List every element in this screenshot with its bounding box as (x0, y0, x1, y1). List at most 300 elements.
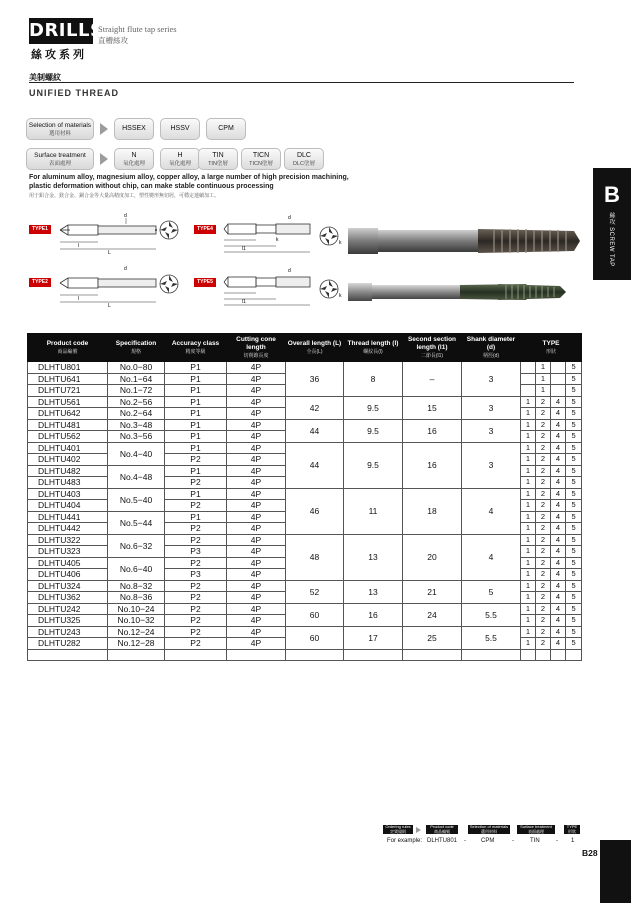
dim-d: d (124, 213, 127, 219)
product-code: DLHTU483 (28, 477, 108, 489)
shank-cell: 5.5 (462, 603, 521, 626)
type-cell: 5 (566, 431, 582, 443)
overall-length-cell: 48 (286, 534, 344, 580)
product-code: DLHTU405 (28, 557, 108, 569)
type-cell: 2 (536, 442, 551, 454)
type-cell: 5 (566, 626, 582, 638)
type-cell: 1 (521, 511, 536, 523)
cone-cell: 4P (227, 546, 286, 558)
type-cell: 1 (521, 615, 536, 627)
material-option: HSSV (160, 118, 200, 140)
type-cell: 5 (566, 454, 582, 466)
spec-cell: No.12−28 (108, 638, 165, 650)
type-cell: 2 (536, 546, 551, 558)
material-option: HSSEX (114, 118, 154, 140)
cone-cell: 4P (227, 419, 286, 431)
surface-option (114, 148, 154, 170)
spec-table (27, 333, 582, 661)
type-cell: 5 (566, 615, 582, 627)
type-cell: 2 (536, 396, 551, 408)
type1-section-icon (155, 216, 183, 244)
empty-cell (227, 649, 286, 661)
empty-cell (462, 649, 521, 661)
type4-diagram (220, 210, 320, 255)
overall-length-cell: 44 (286, 419, 344, 442)
type-cell: 2 (536, 477, 551, 489)
overall-length-cell: 46 (286, 488, 344, 534)
col-header-cn: 切削錐長度 (243, 353, 269, 359)
type-cell: 5 (566, 511, 582, 523)
ordering-box-text: Ordering rules (385, 824, 411, 829)
description (29, 174, 359, 191)
cone-cell: 4P (227, 569, 286, 581)
ordering-surface-box (517, 825, 555, 834)
accuracy-cell: P1 (165, 431, 227, 443)
col-header-cn: 二節長(l1) (420, 353, 444, 359)
type-cell (521, 362, 536, 374)
thread-length-cell: 9.5 (344, 419, 403, 442)
product-code: DLHTU801 (28, 362, 108, 374)
type-cell: 1 (521, 580, 536, 592)
cone-cell: 4P (227, 615, 286, 627)
col-header-text: Accuracy class (171, 340, 220, 347)
surface-label-text: Surface treatment (34, 152, 86, 159)
product-code: DLHTU641 (28, 373, 108, 385)
ordering-box-text: Product code (430, 824, 454, 829)
product-code: DLHTU322 (28, 534, 108, 546)
col-header (165, 334, 227, 362)
type-cell: 1 (521, 477, 536, 489)
example-material: CPM (481, 838, 495, 844)
accuracy-cell: P2 (165, 454, 227, 466)
cone-cell: 4P (227, 454, 286, 466)
type-cell: 2 (536, 431, 551, 443)
cone-cell: 4P (227, 477, 286, 489)
type-cell: 5 (566, 523, 582, 535)
surface-cn: 氧化處理 (168, 161, 191, 167)
table-row (28, 626, 582, 638)
brand-subtitle: 絲攻系列 (31, 49, 87, 61)
col-header (462, 334, 521, 362)
product-code: DLHTU282 (28, 638, 108, 650)
spec-cell: No.1−72 (108, 385, 165, 397)
cone-cell: 4P (227, 465, 286, 477)
shank-cell: 4 (462, 488, 521, 534)
surface-label-cn: 表面處理 (48, 161, 71, 167)
product-code: DLHTU442 (28, 523, 108, 535)
spec-cell: No.3−48 (108, 419, 165, 431)
second-length-cell: 20 (403, 534, 462, 580)
table-row (28, 419, 582, 431)
dim-k: k (339, 293, 342, 299)
overall-length-cell: 42 (286, 396, 344, 419)
materials-label-cn: 選用材料 (48, 131, 71, 137)
accuracy-cell: P1 (165, 362, 227, 374)
spec-cell: No.8−36 (108, 592, 165, 604)
dim-l: l (78, 296, 80, 302)
surface-option (160, 148, 200, 170)
table-row (28, 362, 582, 374)
dim-L: L (108, 303, 111, 308)
accuracy-cell: P3 (165, 569, 227, 581)
type-cell (521, 385, 536, 397)
col-header (108, 334, 165, 362)
spec-cell: No.8−32 (108, 580, 165, 592)
type-cell: 5 (566, 419, 582, 431)
col-header (344, 334, 403, 362)
type2-section-icon (155, 270, 183, 298)
type-cell: 5 (566, 592, 582, 604)
type-cell: 2 (536, 557, 551, 569)
accuracy-cell: P2 (165, 603, 227, 615)
ordering-box-text: Selection of materials (469, 824, 509, 829)
type-cell: 1 (521, 431, 536, 443)
type-cell: 1 (521, 626, 536, 638)
type-cell: 1 (521, 523, 536, 535)
spec-cell: No.10−24 (108, 603, 165, 615)
col-header-cn: 螺紋長(l) (363, 349, 383, 355)
type-cell (521, 373, 536, 385)
cone-cell: 4P (227, 603, 286, 615)
type-cell: 4 (551, 419, 566, 431)
accuracy-cell: P2 (165, 615, 227, 627)
type-cell: 2 (536, 638, 551, 650)
type-cell: 5 (566, 362, 582, 374)
col-header (403, 334, 462, 362)
dim-d: d (288, 268, 291, 274)
surface-cn: TICN塗層 (249, 161, 273, 167)
surface-option (241, 148, 281, 170)
type-cell (551, 385, 566, 397)
type-cell: 4 (551, 488, 566, 500)
empty-cell (28, 649, 108, 661)
ordering-box-cn: 形狀 (568, 828, 576, 834)
surface-code: DLC (296, 152, 311, 159)
cone-cell: 4P (227, 385, 286, 397)
description-cn: 用于鋁合金、鎂合金、銅合金等大量高精度加工，塑性變形無切屑，可穩定連續加工。 (29, 193, 220, 199)
product-code: DLHTU562 (28, 431, 108, 443)
col-header (521, 334, 582, 362)
type-cell: 1 (521, 638, 536, 650)
cone-cell: 4P (227, 534, 286, 546)
dim-k: k (276, 237, 279, 243)
ordering-box-cn: 表面處理 (528, 828, 544, 834)
type-cell: 5 (566, 373, 582, 385)
cone-cell: 4P (227, 511, 286, 523)
surface-cn: 氧化處理 (122, 161, 145, 167)
type-cell: 4 (551, 500, 566, 512)
type5-tag: TYPE5 (194, 278, 216, 287)
product-code: DLHTU642 (28, 408, 108, 420)
table-row (28, 396, 582, 408)
type-cell: 4 (551, 523, 566, 535)
cone-cell: 4P (227, 408, 286, 420)
shank-cell: 5 (462, 580, 521, 603)
type4-tag: TYPE4 (194, 225, 216, 234)
second-length-cell: 21 (403, 580, 462, 603)
table-header-row (28, 334, 582, 362)
type-cell: 1 (521, 396, 536, 408)
type-cell: 5 (566, 408, 582, 420)
col-header-cn: 精度等級 (185, 349, 206, 355)
overall-length-cell: 60 (286, 603, 344, 626)
spec-cell: No.5−40 (108, 488, 165, 511)
type-cell: 5 (566, 603, 582, 615)
accuracy-cell: P1 (165, 442, 227, 454)
table-row (28, 534, 582, 546)
col-header-text: Product code (46, 340, 89, 347)
type-cell: 4 (551, 569, 566, 581)
type-cell: 5 (566, 557, 582, 569)
second-length-cell: 15 (403, 396, 462, 419)
type-cell: 4 (551, 477, 566, 489)
description-line: For aluminum alloy, magnesium alloy, copper alloy, a large number of high precision machining, (29, 174, 349, 181)
type-cell: 5 (566, 546, 582, 558)
table-row (28, 603, 582, 615)
product-code: DLHTU441 (28, 511, 108, 523)
material-option: CPM (206, 118, 246, 140)
dim-d: d (288, 215, 291, 221)
thread-length-cell: 11 (344, 488, 403, 534)
accuracy-cell: P2 (165, 580, 227, 592)
side-tab-text: 絲攻 SCREW TAP (608, 212, 614, 267)
product-code: DLHTU403 (28, 488, 108, 500)
thread-length-cell: 13 (344, 534, 403, 580)
product-code: DLHTU721 (28, 385, 108, 397)
accuracy-cell: P2 (165, 477, 227, 489)
empty-cell (108, 649, 165, 661)
accuracy-cell: P2 (165, 523, 227, 535)
brand-logo: DRILLS (29, 18, 93, 44)
type-cell: 2 (536, 580, 551, 592)
table-row (28, 488, 582, 500)
section-title-cn: 美制螺紋 (29, 73, 61, 82)
series-title-cn: 直槽絲攻 (98, 36, 128, 45)
type-cell: 1 (521, 442, 536, 454)
product-code: DLHTU406 (28, 569, 108, 581)
type-cell: 5 (566, 580, 582, 592)
shank-cell: 3 (462, 362, 521, 397)
empty-cell (165, 649, 227, 661)
type-cell: 1 (521, 592, 536, 604)
col-header-text: Second section length (l1) (407, 336, 457, 351)
type1-tag: TYPE1 (29, 225, 51, 234)
type-cell: 4 (551, 454, 566, 466)
arrow-icon (416, 827, 421, 833)
type-cell: 2 (536, 511, 551, 523)
col-header-text: TYPE (542, 340, 560, 347)
empty-cell (403, 649, 462, 661)
series-title: Straight flute tap series (98, 24, 177, 34)
type-cell: 1 (536, 373, 551, 385)
cone-cell: 4P (227, 557, 286, 569)
product-code: DLHTU401 (28, 442, 108, 454)
example-code: DLHTU801 (427, 838, 458, 844)
type5-diagram (220, 263, 320, 308)
spec-cell: No.6−32 (108, 534, 165, 557)
side-tab-letter: B (604, 182, 620, 207)
col-header-cn: 柄徑(d) (482, 353, 500, 359)
dim-l1: l1 (242, 246, 246, 252)
second-length-cell: 16 (403, 442, 462, 488)
surface-label (26, 148, 94, 170)
section-divider (29, 82, 574, 83)
surface-option (284, 148, 324, 170)
type-cell: 2 (536, 569, 551, 581)
thread-length-cell: 9.5 (344, 442, 403, 488)
type-cell: 2 (536, 615, 551, 627)
empty-cell (566, 649, 582, 661)
type-cell: 2 (536, 500, 551, 512)
tap-photo (346, 276, 584, 308)
dim-l1: l1 (242, 299, 246, 305)
type-cell: 4 (551, 592, 566, 604)
surface-code: TICN (252, 152, 270, 159)
surface-option (198, 148, 238, 170)
type-cell: 5 (566, 442, 582, 454)
type-cell: 1 (536, 385, 551, 397)
empty-cell (521, 649, 536, 661)
product-code: DLHTU323 (28, 546, 108, 558)
cone-cell: 4P (227, 580, 286, 592)
accuracy-cell: P1 (165, 373, 227, 385)
type-cell: 4 (551, 615, 566, 627)
col-header-text: Overall length (L) (287, 340, 342, 347)
arrow-icon (100, 153, 108, 165)
accuracy-cell: P2 (165, 638, 227, 650)
ordering-box-text: TYPE (566, 824, 578, 829)
cone-cell: 4P (227, 373, 286, 385)
col-header-text: Cutting cone length (236, 336, 276, 351)
ordering-rules-box (383, 825, 413, 834)
col-header (28, 334, 108, 362)
type-cell: 2 (536, 465, 551, 477)
type-cell: 4 (551, 546, 566, 558)
col-header-text: Shank diameter (d) (466, 336, 516, 351)
col-header-cn: 形狀 (546, 349, 557, 355)
type-cell: 4 (551, 431, 566, 443)
cone-cell: 4P (227, 626, 286, 638)
cone-cell: 4P (227, 362, 286, 374)
accuracy-cell: P2 (165, 626, 227, 638)
empty-cell (286, 649, 344, 661)
table-row-empty (28, 649, 582, 661)
type-cell: 2 (536, 534, 551, 546)
thread-length-cell: 9.5 (344, 396, 403, 419)
type-cell: 4 (551, 465, 566, 477)
dim-l: l (78, 243, 80, 249)
type-cell: 1 (521, 488, 536, 500)
section-title: UNIFIED THREAD (29, 88, 119, 98)
cone-cell: 4P (227, 500, 286, 512)
type-cell: 5 (566, 534, 582, 546)
col-header-cn: 全長(L) (306, 349, 323, 355)
accuracy-cell: P1 (165, 408, 227, 420)
type-cell: 4 (551, 580, 566, 592)
type-cell: 2 (536, 523, 551, 535)
accuracy-cell: P1 (165, 419, 227, 431)
second-length-cell: 16 (403, 419, 462, 442)
spec-cell: No.2−56 (108, 396, 165, 408)
type-cell: 1 (521, 603, 536, 615)
col-header-cn: 規格 (130, 349, 141, 355)
cone-cell: 4P (227, 396, 286, 408)
surface-cn: DLC塗層 (292, 161, 315, 167)
empty-cell (536, 649, 551, 661)
type-cell: 4 (551, 626, 566, 638)
accuracy-cell: P1 (165, 488, 227, 500)
spec-cell: No.12−24 (108, 626, 165, 638)
type-cell: 2 (536, 592, 551, 604)
spec-cell: No.1−64 (108, 373, 165, 385)
product-code: DLHTU482 (28, 465, 108, 477)
col-header-text: Thread length (l) (347, 340, 399, 347)
type2-tag: TYPE2 (29, 278, 51, 287)
type-cell: 4 (551, 442, 566, 454)
accuracy-cell: P1 (165, 465, 227, 477)
type-cell: 1 (521, 546, 536, 558)
cone-cell: 4P (227, 488, 286, 500)
spec-cell: No.0−80 (108, 362, 165, 374)
product-code: DLHTU362 (28, 592, 108, 604)
col-header-cn: 商品編號 (57, 349, 78, 355)
accuracy-cell: P2 (165, 557, 227, 569)
accuracy-cell: P1 (165, 511, 227, 523)
accuracy-cell: P2 (165, 500, 227, 512)
spec-cell: No.10−32 (108, 615, 165, 627)
type-cell: 1 (521, 557, 536, 569)
example-type: 1 (571, 838, 575, 844)
cone-cell: 4P (227, 431, 286, 443)
cone-cell: 4P (227, 638, 286, 650)
example-sep: - (512, 838, 514, 844)
type-cell: 4 (551, 557, 566, 569)
type-cell: 2 (536, 454, 551, 466)
ordering-box-cn: 定貨規則 (390, 828, 406, 834)
spec-cell: No.4−48 (108, 465, 165, 488)
spec-cell: No.3−56 (108, 431, 165, 443)
example-sep: - (556, 838, 558, 844)
surface-cn: TIN塗層 (208, 161, 228, 167)
type-cell: 1 (521, 465, 536, 477)
col-header (286, 334, 344, 362)
surface-code: N (131, 152, 137, 159)
type-cell: 5 (566, 569, 582, 581)
overall-length-cell: 52 (286, 580, 344, 603)
empty-cell (551, 649, 566, 661)
product-code: DLHTU243 (28, 626, 108, 638)
type-cell (551, 373, 566, 385)
type5-section-icon (315, 275, 345, 303)
ordering-material-box (468, 825, 510, 834)
type-cell: 4 (551, 408, 566, 420)
col-header-text: Specification (115, 340, 157, 347)
empty-cell (344, 649, 403, 661)
second-length-cell: 24 (403, 603, 462, 626)
type-cell: 2 (536, 626, 551, 638)
ordering-box-text: Surface treatment (520, 824, 552, 829)
second-length-cell: 25 (403, 626, 462, 649)
type-cell: 4 (551, 511, 566, 523)
arrow-icon (100, 123, 108, 135)
dim-d: d (124, 266, 127, 272)
surface-code: H (177, 152, 183, 159)
type-cell: 2 (536, 488, 551, 500)
shank-cell: 4 (462, 534, 521, 580)
type-cell: 2 (536, 408, 551, 420)
table-row (28, 442, 582, 454)
shank-cell: 5.5 (462, 626, 521, 649)
